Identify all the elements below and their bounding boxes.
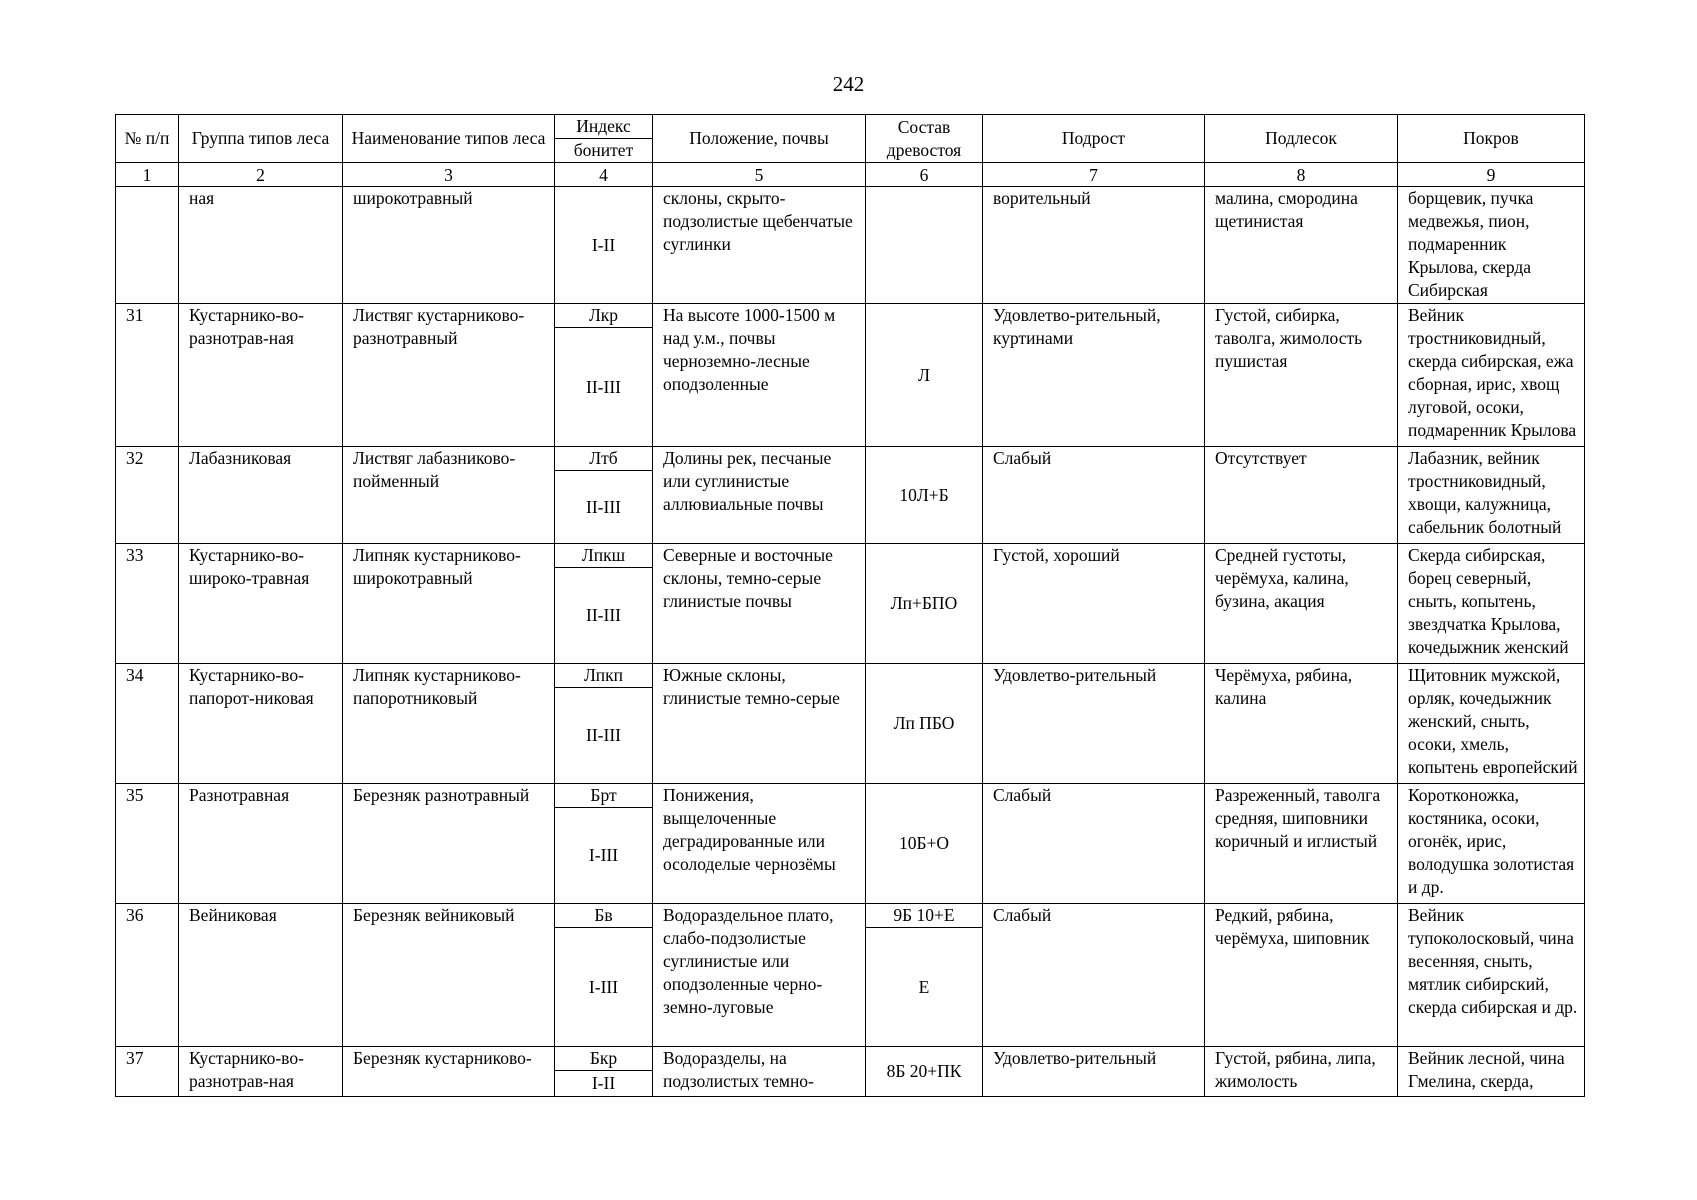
cell-underbrush: Редкий, рябина, черёмуха, шиповник: [1205, 904, 1398, 1047]
cell-name: Липняк кустарниково-широкотравный: [343, 544, 555, 664]
table-row: [116, 664, 1585, 688]
cell-bonitet: II-III: [555, 568, 653, 664]
cell-composition: Лп+БПО: [866, 544, 983, 664]
cell-composition: Лп ПБО: [866, 664, 983, 784]
cell-cover: Скерда сибирская, борец северный, сныть, копытень, звездчатка Крылова, кочедыжник женский: [1398, 544, 1585, 664]
cell-index: Лпкп: [555, 664, 653, 688]
cell-num: 31: [116, 304, 179, 447]
column-number-row: [116, 163, 1585, 187]
forest-types-table: [115, 114, 1585, 1097]
cell-bonitet: I-III: [555, 928, 653, 1047]
cell-group: Лабазниковая: [179, 447, 343, 544]
col-number: 6: [866, 163, 983, 187]
table-row: [116, 1047, 1585, 1071]
cell-cover: Лабазник, вейник тростниковидный, хвощи, калужница, сабельник болотный: [1398, 447, 1585, 544]
col-number: 8: [1205, 163, 1398, 187]
cell-name: Березняк кустарниково-: [343, 1047, 555, 1097]
cell-group: Разнотравная: [179, 784, 343, 904]
cell-num: 32: [116, 447, 179, 544]
col-number: 7: [983, 163, 1205, 187]
cell-num: 36: [116, 904, 179, 1047]
cell-num: 35: [116, 784, 179, 904]
cell-index: Брт: [555, 784, 653, 808]
cell-bonitet: II-III: [555, 688, 653, 784]
cell-index: Лтб: [555, 447, 653, 471]
cell-bonitet: I-II: [555, 187, 653, 304]
cell-undergrowth: ворительный: [983, 187, 1205, 304]
table-row: [116, 304, 1585, 328]
table-row: [116, 447, 1585, 471]
cell-name: Березняк вейниковый: [343, 904, 555, 1047]
cell-composition: 10Л+Б: [866, 447, 983, 544]
cell-undergrowth: Удовлетво-рительный: [983, 664, 1205, 784]
cell-underbrush: Черёмуха, рябина, калина: [1205, 664, 1398, 784]
cell-num: 34: [116, 664, 179, 784]
cell-name: Березняк разнотравный: [343, 784, 555, 904]
cell-undergrowth: Удовлетво-рительный, куртинами: [983, 304, 1205, 447]
cell-position: Водоразделы, на подзолистых темно-: [653, 1047, 866, 1097]
cell-underbrush: Средней густоты, черёмуха, калина, бузина, акация: [1205, 544, 1398, 664]
cell-group: Вейниковая: [179, 904, 343, 1047]
header-undergrowth: Подрост: [983, 115, 1205, 163]
cell-index: Лпкш: [555, 544, 653, 568]
page-number: 242: [832, 72, 865, 96]
cell-cover: Вейник лесной, чина Гмелина, скерда,: [1398, 1047, 1585, 1097]
header-underbrush: Подлесок: [1205, 115, 1398, 163]
cell-num: 37: [116, 1047, 179, 1097]
table-header: [116, 115, 1585, 187]
cell-position: Северные и восточные склоны, темно-серые глинистые почвы: [653, 544, 866, 664]
cell-undergrowth: Слабый: [983, 784, 1205, 904]
cell-group: Кустарнико-во-папорот-никовая: [179, 664, 343, 784]
col-number: 5: [653, 163, 866, 187]
cell-position: Южные склоны, глинистые темно-серые: [653, 664, 866, 784]
header-composition: Состав древостоя: [866, 115, 983, 163]
cell-cover: Вейник тупоколосковый, чина весенняя, сныть, мятлик сибирский, скерда сибирская и др.: [1398, 904, 1585, 1047]
cell-index: Лкр: [555, 304, 653, 328]
cell-position: На высоте 1000-1500 м над у.м., почвы черноземно-лесные оподзоленные: [653, 304, 866, 447]
cell-underbrush: Разреженный, таволга средняя, шиповники коричный и иглистый: [1205, 784, 1398, 904]
cell-index: Бкр: [555, 1047, 653, 1071]
cell-undergrowth: Слабый: [983, 904, 1205, 1047]
cell-name: широкотравный: [343, 187, 555, 304]
table-row: [116, 904, 1585, 928]
cell-bonitet: I-II: [555, 1071, 653, 1097]
cell-bonitet: II-III: [555, 328, 653, 447]
cell-underbrush: Густой, сибирка, таволга, жимолость пушистая: [1205, 304, 1398, 447]
cell-undergrowth: Густой, хороший: [983, 544, 1205, 664]
cell-position: Понижения, выщелоченные деградированные или осолоделые чернозёмы: [653, 784, 866, 904]
cell-group: Кустарнико-во-широко-травная: [179, 544, 343, 664]
cell-group: Кустарнико-во-разнотрав-ная: [179, 1047, 343, 1097]
header-position: Положение, почвы: [653, 115, 866, 163]
cell-position: склоны, скрыто-подзолистые щебенчатые суглинки: [653, 187, 866, 304]
cell-composition: 9Б 10+Е: [866, 904, 983, 928]
col-number: 3: [343, 163, 555, 187]
cell-undergrowth: Слабый: [983, 447, 1205, 544]
cell-composition: Л: [866, 304, 983, 447]
cell-underbrush: Густой, рябина, липа, жимолость: [1205, 1047, 1398, 1097]
cell-bonitet: I-III: [555, 808, 653, 904]
cell-underbrush: Отсутствует: [1205, 447, 1398, 544]
cell-underbrush: малина, смородина щетинистая: [1205, 187, 1398, 304]
cell-undergrowth: Удовлетво-рительный: [983, 1047, 1205, 1097]
col-number: 4: [555, 163, 653, 187]
col-number: 2: [179, 163, 343, 187]
cell-group: ная: [179, 187, 343, 304]
table-row: [116, 544, 1585, 568]
table-body: [116, 187, 1585, 1097]
cell-name: Листвяг лабазниково-пойменный: [343, 447, 555, 544]
cell-name: Листвяг кустарниково-разнотравный: [343, 304, 555, 447]
table-row: [116, 784, 1585, 808]
cell-cover: борщевик, пучка медвежья, пион, подмаренник Крылова, скерда Сибирская: [1398, 187, 1585, 304]
col-number: 9: [1398, 163, 1585, 187]
header-group: Группа типов леса: [179, 115, 343, 163]
cell-cover: Коротконожка, костяника, осоки, огонёк, ирис, володушка золотистая и др.: [1398, 784, 1585, 904]
header-cover: Покров: [1398, 115, 1585, 163]
cell-name: Липняк кустарниково-папоротниковый: [343, 664, 555, 784]
cell-composition-bottom: Е: [866, 928, 983, 1047]
cell-cover: Вейник тростниковидный, скерда сибирская, ежа сборная, ирис, хвощ луговой, осоки, подмаренник Крылова: [1398, 304, 1585, 447]
cell-position: Долины рек, песчаные или суглинистые аллювиальные почвы: [653, 447, 866, 544]
cell-num: 33: [116, 544, 179, 664]
cell-position: Водораздельное плато, слабо-подзолистые суглинистые или оподзоленные черно-земно-луговые: [653, 904, 866, 1047]
header-num: № п/п: [116, 115, 179, 163]
cell-index: Бв: [555, 904, 653, 928]
cell-cover: Щитовник мужской, орляк, кочедыжник женский, сныть, осоки, хмель, копытень европейский: [1398, 664, 1585, 784]
header-bonitet: бонитет: [555, 139, 653, 163]
cell-composition: 8Б 20+ПК: [866, 1047, 983, 1097]
header-index: Индекс: [555, 115, 653, 139]
cell-composition: [866, 187, 983, 304]
col-number: 1: [116, 163, 179, 187]
header-name: Наименование типов леса: [343, 115, 555, 163]
cell-bonitet: II-III: [555, 471, 653, 544]
cell-group: Кустарнико-во-разнотрав-ная: [179, 304, 343, 447]
cell-composition: 10Б+О: [866, 784, 983, 904]
cell-num: [116, 187, 179, 304]
table-row: [116, 187, 1585, 304]
